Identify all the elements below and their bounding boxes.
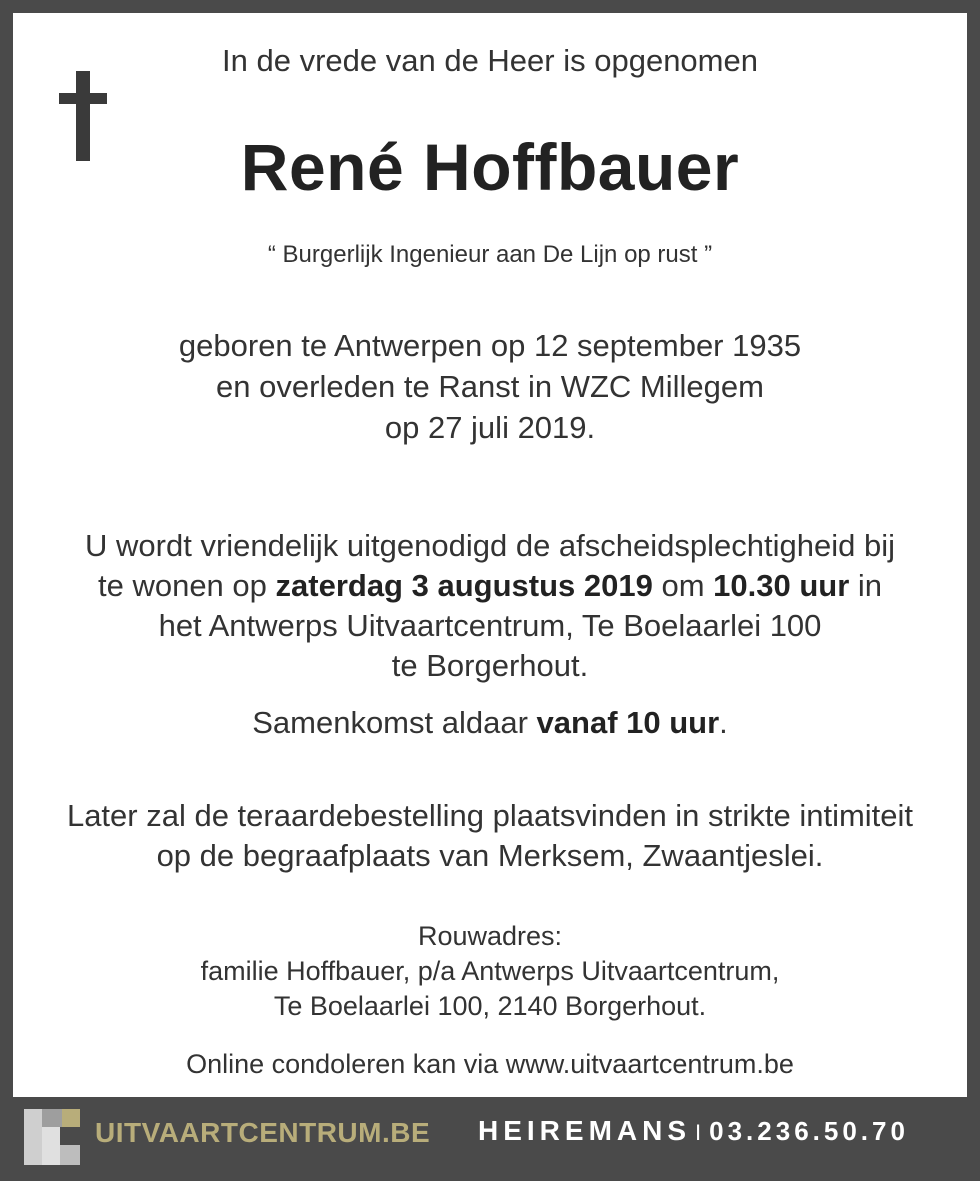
company-name: HEIREMANS: [478, 1115, 692, 1146]
address-line: Te Boelaarlei 100, 2140 Borgerhout.: [273, 991, 707, 1021]
deceased-name: René Hoffbauer: [240, 130, 740, 204]
occupation-quote: “ Burgerlijk Ingenieur aan De Lijn op rust ”: [267, 241, 713, 268]
brand-name: UITVAARTCENTRUM.BE: [95, 1117, 431, 1148]
phone-number: 03.236.50.70: [709, 1116, 909, 1146]
gathering-text: .: [719, 705, 728, 740]
invite-line: [13, 566, 967, 606]
biography: [13, 325, 967, 448]
invite-line: U wordt vriendelijk uitgenodigd de afscheidsplechtigheid bij: [85, 528, 895, 563]
mourning-address: [13, 919, 967, 1024]
ceremony-invitation: [13, 526, 967, 686]
footer-bar: [0, 1097, 980, 1181]
burial-line: op de begraafplaats van Merksem, Zwaantjeslei.: [156, 838, 824, 873]
gathering-text: Samenkomst aldaar: [252, 705, 537, 740]
burial-line: Later zal de teraardebestelling plaatsvinden in strikte intimiteit: [66, 798, 914, 833]
ceremony-date: zaterdag 3 augustus 2019: [275, 568, 653, 603]
bio-line: op 27 juli 2019.: [384, 410, 596, 445]
bio-line: geboren te Antwerpen op 12 september 1935: [178, 328, 802, 363]
invite-text: om: [652, 568, 714, 603]
address-line: familie Hoffbauer, p/a Antwerps Uitvaartcentrum,: [200, 956, 780, 986]
invite-line: het Antwerps Uitvaartcentrum, Te Boelaarlei 100: [158, 608, 822, 643]
address-label: Rouwadres:: [417, 921, 563, 951]
burial-info: [13, 796, 967, 876]
gathering-time: vanaf 10 uur: [536, 705, 720, 740]
invite-line: te Borgerhout.: [391, 648, 589, 683]
invite-text: te wonen op: [97, 568, 276, 603]
online-condolence: Online condoleren kan via www.uitvaartcentrum.be: [186, 1049, 794, 1079]
gathering-info: [13, 705, 967, 741]
uitvaartcentrum-logo-icon: [24, 1109, 80, 1165]
obituary-card: [13, 13, 967, 1097]
separator: I: [695, 1120, 702, 1145]
intro-text: In de vrede van de Heer is opgenomen: [222, 43, 758, 78]
bio-line: en overleden te Ranst in WZC Millegem: [216, 369, 764, 404]
funeral-contact: [478, 1115, 909, 1147]
ceremony-time: 10.30 uur: [713, 568, 850, 603]
invite-text: in: [849, 568, 883, 603]
